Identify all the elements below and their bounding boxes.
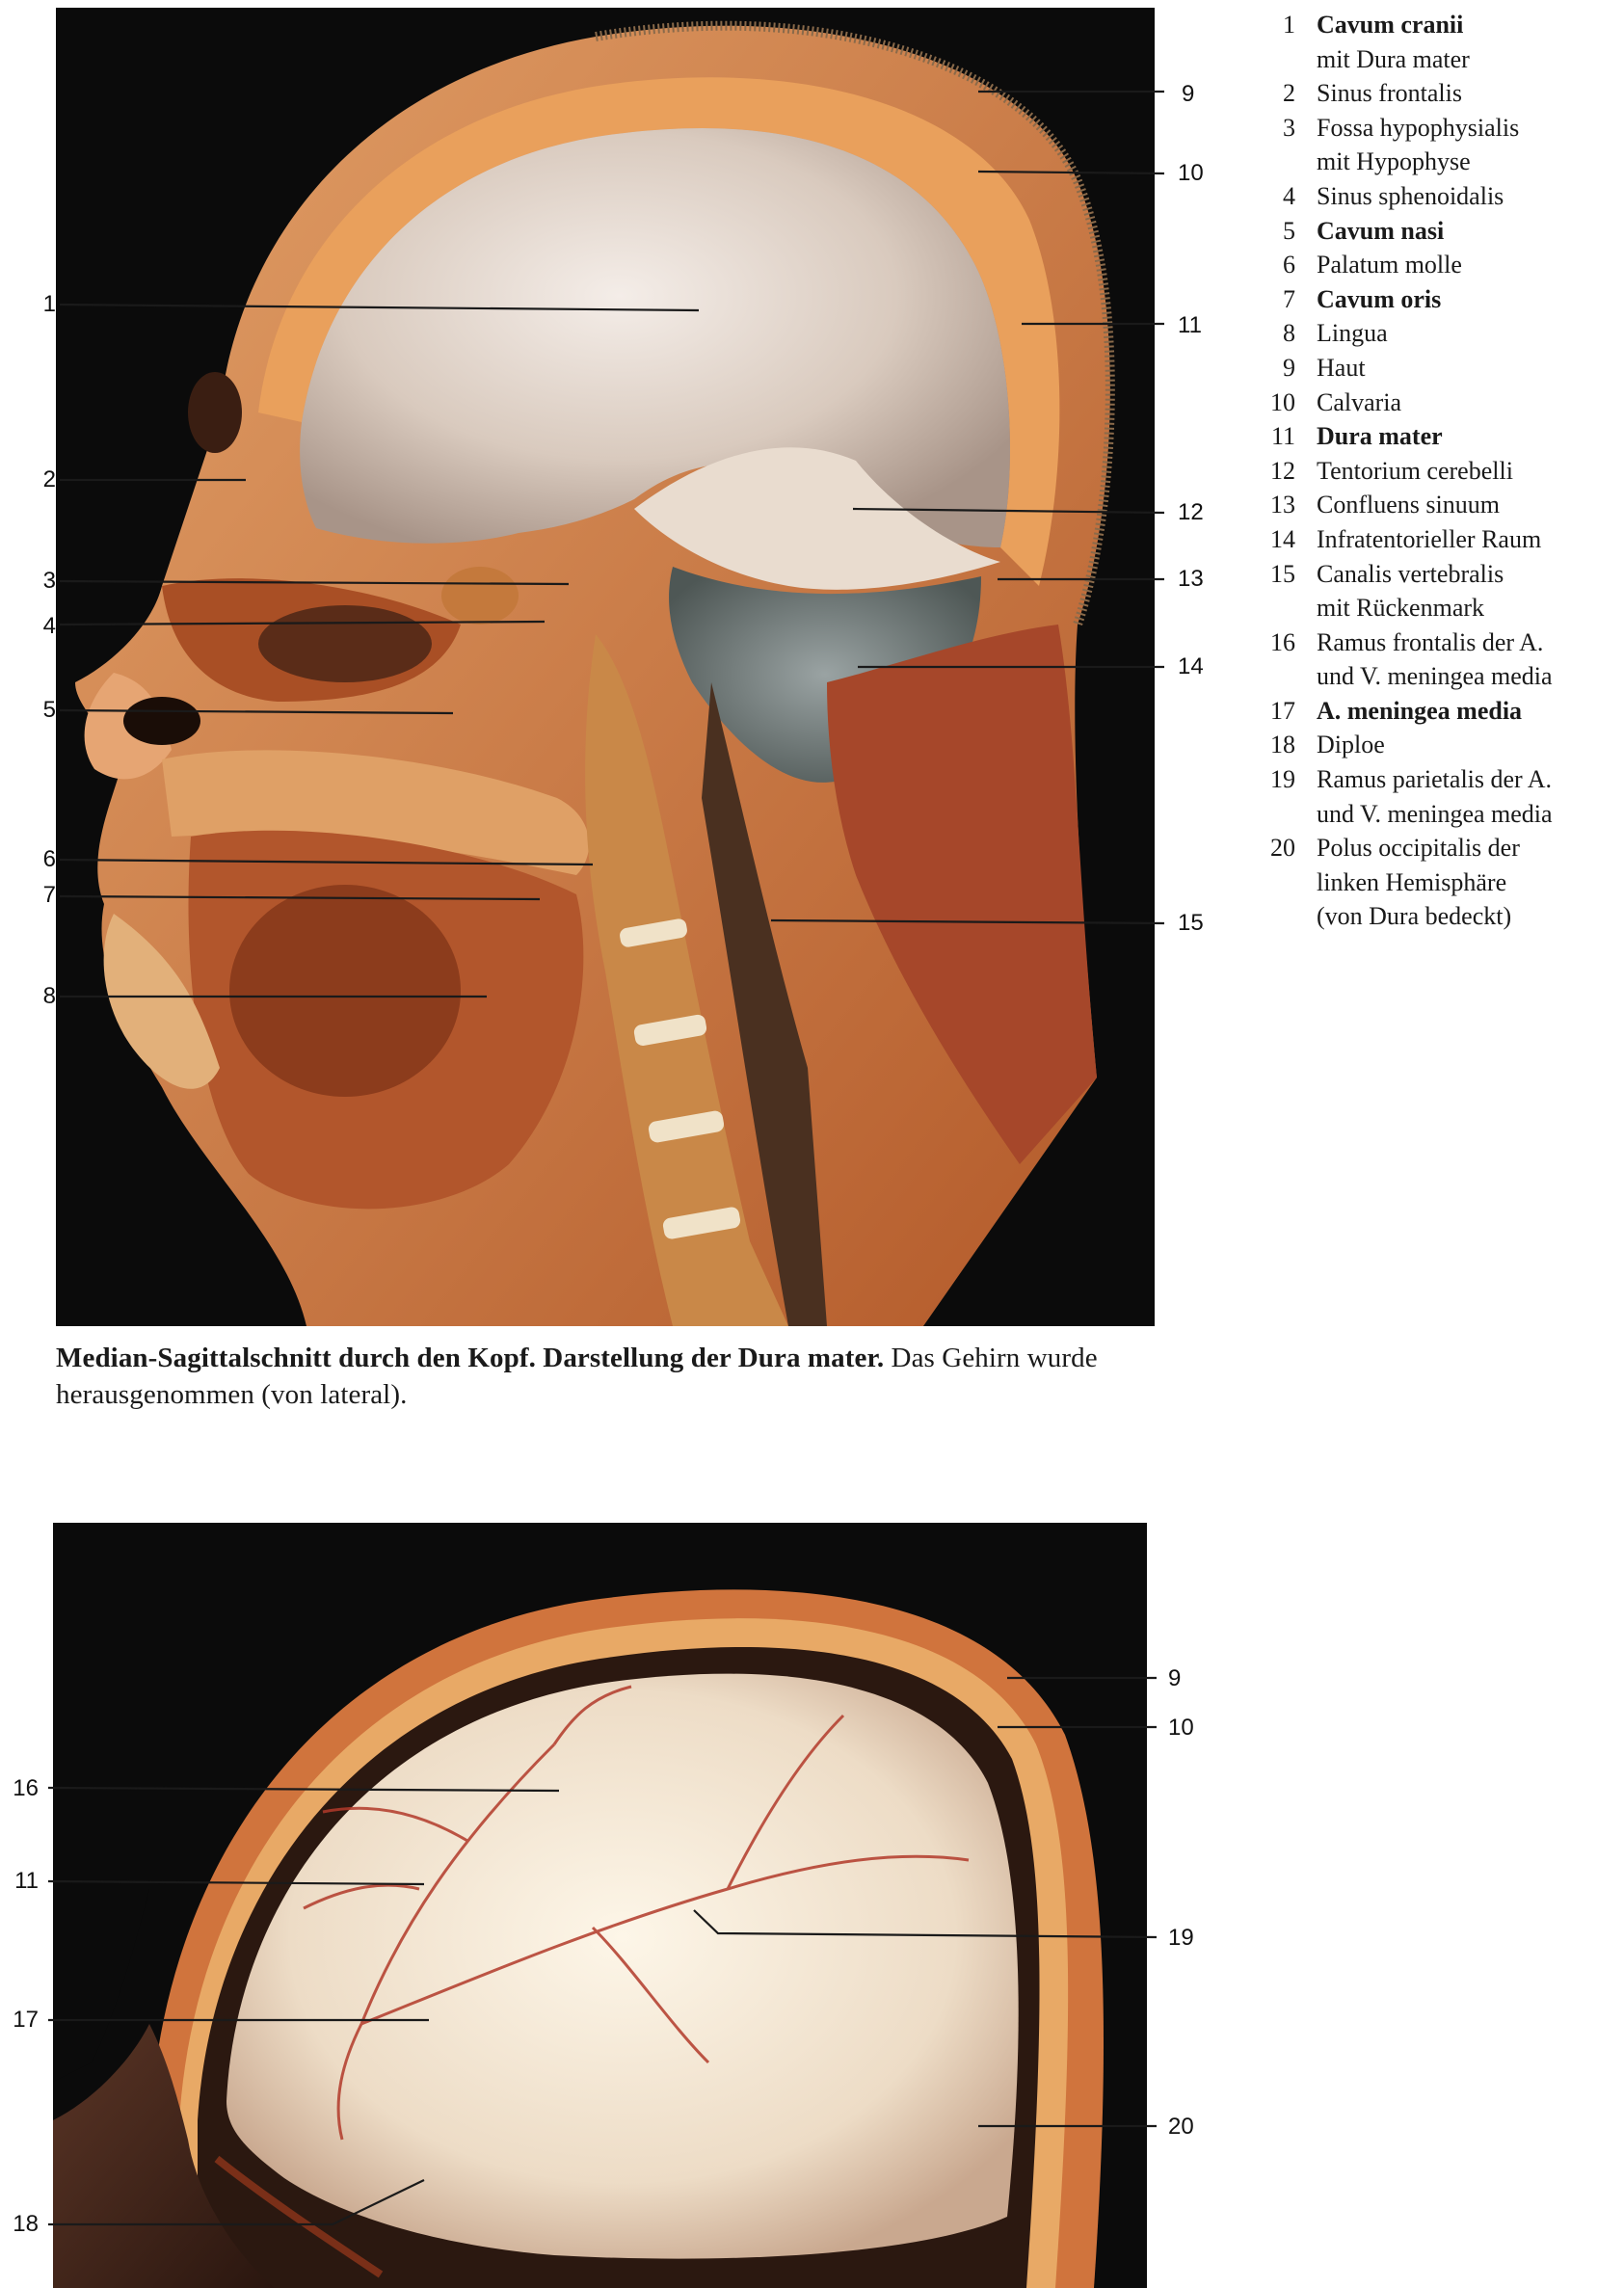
label-number: 18 xyxy=(13,2211,39,2237)
legend xyxy=(1253,8,1619,934)
legend-text xyxy=(1317,625,1619,694)
lateral-dura-illustration xyxy=(53,1523,1147,2288)
label-number: 2 xyxy=(42,466,56,492)
legend-text xyxy=(1317,694,1619,729)
legend-term: Cavum nasi xyxy=(1317,216,1445,245)
label-number: 13 xyxy=(1178,566,1204,592)
legend-item xyxy=(1253,248,1619,282)
legend-subtext: mit Hypophyse xyxy=(1317,147,1471,176)
legend-text xyxy=(1317,762,1619,831)
label-number: 17 xyxy=(13,2007,39,2033)
caption-text: Das Gehirn wurde herausgenommen (von lateral). xyxy=(56,1343,1098,1410)
legend-text xyxy=(1317,111,1619,179)
legend-term: Diploe xyxy=(1317,731,1385,759)
legend-number: 15 xyxy=(1270,559,1295,588)
label-number: 9 xyxy=(1182,81,1195,107)
legend-text xyxy=(1317,76,1619,111)
sagittal-section-illustration xyxy=(56,8,1155,1326)
label-number: 7 xyxy=(42,882,56,908)
legend-text xyxy=(1317,419,1619,454)
label-number: 11 xyxy=(1178,312,1202,338)
legend-number: 18 xyxy=(1270,731,1295,759)
legend-item xyxy=(1253,111,1619,179)
label-number: 19 xyxy=(1168,1925,1194,1951)
legend-item xyxy=(1253,831,1619,934)
legend-text xyxy=(1317,351,1619,386)
legend-item xyxy=(1253,316,1619,351)
caption-bold: Median-Sagittalschnitt durch den Kopf. Darstellung der Dura mater. xyxy=(56,1343,885,1373)
legend-text xyxy=(1317,214,1619,249)
legend-term: Sinus frontalis xyxy=(1317,79,1462,108)
label-number: 20 xyxy=(1168,2114,1194,2140)
legend-number: 7 xyxy=(1283,284,1295,313)
label-number: 9 xyxy=(1168,1665,1182,1691)
legend-term: A. meningea media xyxy=(1317,696,1523,725)
figure-caption xyxy=(56,1340,1155,1413)
legend-number: 3 xyxy=(1283,113,1295,142)
legend-item xyxy=(1253,454,1619,489)
legend-number: 12 xyxy=(1270,456,1295,485)
legend-subtext: mit Rückenmark xyxy=(1317,594,1485,623)
legend-number: 10 xyxy=(1270,387,1295,416)
label-number: 8 xyxy=(42,983,56,1009)
legend-text xyxy=(1317,831,1619,934)
legend-number: 8 xyxy=(1283,319,1295,348)
legend-item xyxy=(1253,8,1619,76)
legend-item xyxy=(1253,351,1619,386)
legend-text xyxy=(1317,248,1619,282)
legend-number: 1 xyxy=(1283,11,1295,39)
legend-text xyxy=(1317,8,1619,76)
legend-number: 19 xyxy=(1270,765,1295,794)
legend-number: 6 xyxy=(1283,251,1295,279)
legend-item xyxy=(1253,694,1619,729)
legend-number: 14 xyxy=(1270,524,1295,553)
label-number: 4 xyxy=(42,613,56,639)
legend-text xyxy=(1317,282,1619,317)
legend-text xyxy=(1317,557,1619,625)
legend-item xyxy=(1253,488,1619,522)
legend-term: Lingua xyxy=(1317,319,1388,348)
label-number: 10 xyxy=(1178,160,1204,186)
legend-number: 2 xyxy=(1283,79,1295,108)
legend-item xyxy=(1253,625,1619,694)
label-number: 5 xyxy=(42,697,56,723)
legend-number: 5 xyxy=(1283,216,1295,245)
legend-subtext: und V. meningea media xyxy=(1317,662,1553,691)
legend-term: Ramus parietalis der A. xyxy=(1317,765,1553,794)
legend-term: Infratentorieller Raum xyxy=(1317,524,1542,553)
legend-text xyxy=(1317,386,1619,420)
legend-item xyxy=(1253,282,1619,317)
label-number: 16 xyxy=(13,1775,39,1801)
legend-number: 13 xyxy=(1270,491,1295,519)
legend-text xyxy=(1317,316,1619,351)
legend-text xyxy=(1317,488,1619,522)
legend-item xyxy=(1253,522,1619,557)
legend-text xyxy=(1317,454,1619,489)
legend-number: 11 xyxy=(1270,422,1295,451)
legend-term: Tentorium cerebelli xyxy=(1317,456,1513,485)
legend-number: 9 xyxy=(1283,353,1295,382)
legend-term: Calvaria xyxy=(1317,387,1402,416)
legend-term: Cavum oris xyxy=(1317,284,1442,313)
legend-term: Polus occipitalis der xyxy=(1317,834,1520,863)
label-number: 6 xyxy=(42,846,56,872)
label-number: 1 xyxy=(42,291,56,317)
legend-item xyxy=(1253,214,1619,249)
legend-subtext: und V. meningea media xyxy=(1317,799,1553,828)
legend-subtext: mit Dura mater xyxy=(1317,44,1470,73)
legend-number: 4 xyxy=(1283,181,1295,210)
label-number: 3 xyxy=(42,568,56,594)
lateral-dura-photo xyxy=(53,1523,1147,2288)
label-number: 15 xyxy=(1178,910,1204,936)
legend-term: Sinus sphenoidalis xyxy=(1317,181,1504,210)
legend-text xyxy=(1317,728,1619,762)
label-number: 14 xyxy=(1178,653,1204,679)
legend-term: Cavum cranii xyxy=(1317,11,1464,39)
legend-item xyxy=(1253,419,1619,454)
legend-item xyxy=(1253,76,1619,111)
label-number: 10 xyxy=(1168,1715,1194,1741)
legend-term: Palatum molle xyxy=(1317,251,1462,279)
label-number: 11 xyxy=(14,1868,39,1894)
legend-term: Ramus frontalis der A. xyxy=(1317,627,1544,656)
legend-number: 16 xyxy=(1270,627,1295,656)
legend-item xyxy=(1253,557,1619,625)
legend-text xyxy=(1317,179,1619,214)
legend-subtext: linken Hemisphäre (von Dura bedeckt) xyxy=(1317,867,1512,931)
legend-term: Canalis vertebralis xyxy=(1317,559,1504,588)
legend-item xyxy=(1253,179,1619,214)
label-number: 12 xyxy=(1178,499,1204,525)
legend-term: Haut xyxy=(1317,353,1366,382)
legend-term: Dura mater xyxy=(1317,422,1443,451)
sagittal-section-photo xyxy=(56,8,1155,1326)
legend-item xyxy=(1253,386,1619,420)
legend-item xyxy=(1253,762,1619,831)
legend-item xyxy=(1253,728,1619,762)
legend-term: Confluens sinuum xyxy=(1317,491,1500,519)
legend-term: Fossa hypophysialis xyxy=(1317,113,1520,142)
legend-text xyxy=(1317,522,1619,557)
legend-number: 17 xyxy=(1270,696,1295,725)
legend-number: 20 xyxy=(1270,834,1295,863)
